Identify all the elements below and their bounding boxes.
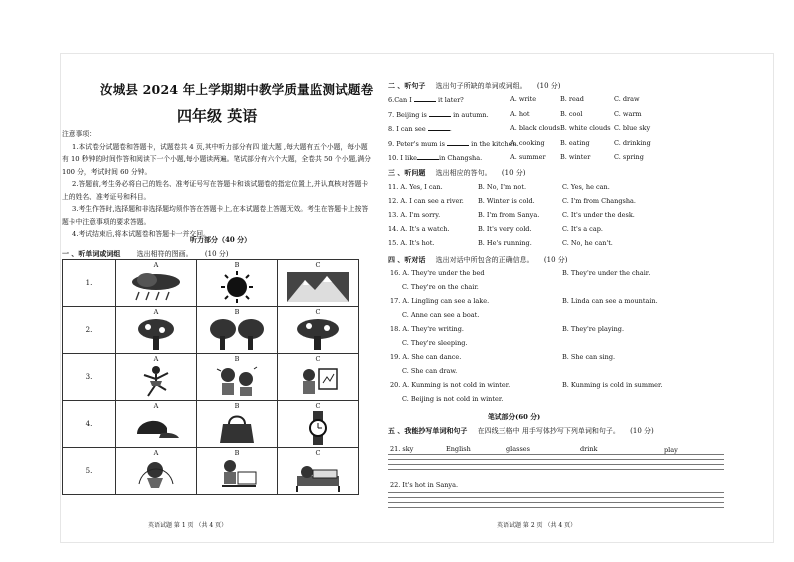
option-b[interactable]: B. winter bbox=[560, 153, 591, 161]
question-row bbox=[388, 95, 464, 104]
row-number: 2. bbox=[63, 307, 116, 354]
child-reading-icon bbox=[212, 458, 262, 492]
answer-blank[interactable] bbox=[417, 153, 439, 160]
option-label: C bbox=[315, 261, 321, 269]
option-c[interactable]: C. They're sleeping. bbox=[402, 339, 468, 347]
option-label: A bbox=[153, 402, 159, 410]
option-a[interactable]: 11. A. Yes, I can. bbox=[388, 183, 443, 191]
option-a[interactable]: 20. A. Kunming is not cold in winter. bbox=[390, 381, 511, 389]
option-c[interactable]: C. blue sky bbox=[614, 124, 651, 132]
picture-cell[interactable] bbox=[116, 401, 197, 448]
child-in-bed-icon bbox=[293, 458, 343, 492]
exam-subtitle: 四年级 英语 bbox=[177, 107, 258, 125]
children-singing-icon bbox=[214, 365, 260, 397]
section1-title: 一 、听单词或词组 bbox=[62, 249, 121, 258]
option-b[interactable]: B. He's running. bbox=[478, 239, 532, 247]
picture-cell[interactable] bbox=[197, 354, 278, 401]
picture-cell[interactable] bbox=[116, 260, 197, 307]
option-b[interactable]: B. It's very cold. bbox=[478, 225, 532, 233]
copy-word: drink bbox=[580, 445, 598, 453]
option-label: C bbox=[315, 402, 321, 410]
answer-blank[interactable] bbox=[428, 124, 450, 131]
table-row bbox=[63, 354, 359, 401]
question-text: 9. Peter's mum is bbox=[388, 140, 445, 148]
table-row bbox=[63, 448, 359, 495]
option-b[interactable]: B. cool bbox=[560, 110, 583, 118]
picture-choice-table bbox=[62, 259, 359, 495]
copy-word: glasses bbox=[506, 445, 530, 453]
notes-block bbox=[62, 128, 372, 241]
handbag-icon bbox=[217, 412, 257, 444]
option-a[interactable]: 13. A. I'm sorry. bbox=[388, 211, 441, 219]
option-label: C bbox=[315, 449, 321, 457]
footer-left: 英语试题 第 1 页 （共 4 页） bbox=[148, 522, 228, 529]
picture-cell[interactable] bbox=[197, 401, 278, 448]
option-label: A bbox=[153, 449, 159, 457]
option-a[interactable]: 18. A. They're writing. bbox=[390, 325, 464, 333]
question-text: 7. Beijing is bbox=[388, 111, 427, 119]
option-b[interactable]: B. No, I'm not. bbox=[478, 183, 527, 191]
watch-icon bbox=[303, 411, 333, 445]
question-text: 6.Can I bbox=[388, 96, 412, 104]
option-label: A bbox=[153, 308, 159, 316]
note-item: 1.本试卷分试题卷和答题卡，试题卷共 4 页,其中听力部分有四 道大题 ,每大题有五个小题，每小题有 10 秒钟的时间作答和阅读下一个小题,每小题读两遍。笔试部分有六个大题，全卷共 50 个小题,满分 100 分，考试时间 60 分钟。 bbox=[62, 142, 371, 176]
section3-title: 三 、听问题 bbox=[388, 168, 426, 177]
option-label: A bbox=[153, 261, 159, 269]
row-number: 4. bbox=[63, 401, 116, 448]
question-row bbox=[388, 139, 519, 148]
question-text: in autumn. bbox=[453, 111, 489, 119]
option-b[interactable]: B. Linda can see a mountain. bbox=[562, 297, 658, 305]
section1-score: (10 分) bbox=[204, 250, 229, 258]
note-item: 4.考试结束后,将本试题卷和答题卡一并交回。 bbox=[72, 230, 210, 238]
option-c[interactable]: C. It's a cap. bbox=[562, 225, 603, 233]
copy-word: 21. sky bbox=[390, 445, 414, 453]
option-a[interactable]: A. cooking bbox=[510, 139, 545, 147]
option-c[interactable]: C. drinking bbox=[614, 139, 651, 147]
question-row bbox=[388, 110, 489, 119]
table-row bbox=[63, 401, 359, 448]
option-c[interactable]: C. Yes, he can. bbox=[562, 183, 610, 191]
option-a[interactable]: A. summer bbox=[510, 153, 546, 161]
cap-icon bbox=[131, 414, 181, 442]
table-row bbox=[63, 307, 359, 354]
option-label: B bbox=[234, 308, 240, 316]
option-b[interactable]: B. They're playing. bbox=[562, 325, 625, 333]
section4-title: 四 、听对话 bbox=[388, 255, 426, 264]
picture-cell[interactable] bbox=[197, 307, 278, 354]
section5-score: (10 分) bbox=[630, 427, 654, 435]
notes-heading: 注意事项： bbox=[62, 130, 96, 138]
option-a[interactable]: 15. A. It's hot. bbox=[388, 239, 435, 247]
option-c[interactable]: C. She can draw. bbox=[402, 367, 458, 375]
section5-header bbox=[388, 426, 654, 436]
mountain-icon bbox=[287, 272, 349, 302]
option-label: B bbox=[234, 261, 240, 269]
section4-instruction: 选出对话中所包含的正确信息。 bbox=[435, 256, 534, 264]
answer-blank[interactable] bbox=[414, 95, 436, 102]
picture-cell[interactable] bbox=[278, 401, 359, 448]
girl-jumping-icon bbox=[133, 458, 179, 492]
question-text: 8. I can see bbox=[388, 125, 426, 133]
section5-title: 五 、我能抄写单词和句子 bbox=[388, 426, 468, 435]
option-a[interactable]: 12. A. I can see a river. bbox=[388, 197, 464, 205]
picture-cell[interactable] bbox=[197, 448, 278, 495]
question-text: in Changsha. bbox=[438, 154, 483, 162]
rain-cloud-icon bbox=[127, 272, 185, 302]
tree-icon bbox=[134, 318, 178, 350]
option-c[interactable]: C. warm bbox=[614, 110, 642, 118]
section2-title: 二 、听句子 bbox=[388, 81, 426, 90]
question-text: . bbox=[449, 125, 452, 133]
option-b[interactable]: B. eating bbox=[560, 139, 590, 147]
picture-cell[interactable] bbox=[116, 307, 197, 354]
option-b[interactable]: B. She can sing. bbox=[562, 353, 616, 361]
four-line-grid[interactable] bbox=[388, 454, 724, 474]
sun-icon bbox=[217, 271, 257, 303]
option-b[interactable]: B. Winter is cold. bbox=[478, 197, 535, 205]
option-c[interactable]: C. draw bbox=[614, 95, 640, 103]
table-row bbox=[63, 260, 359, 307]
option-c[interactable]: C. They're on the chair. bbox=[402, 283, 479, 291]
row-number: 3. bbox=[63, 354, 116, 401]
section3-instruction: 选出相应的答句。 bbox=[435, 169, 492, 177]
row-number: 5. bbox=[63, 448, 116, 495]
option-c[interactable]: C. Anne can see a boat. bbox=[402, 311, 480, 319]
option-a[interactable]: 17. A. Lingling can see a lake. bbox=[390, 297, 490, 305]
option-label: C bbox=[315, 355, 321, 363]
section3-score: (10 分) bbox=[501, 169, 526, 177]
picture-cell[interactable] bbox=[197, 260, 278, 307]
section1-instruction: 选出相符的图画。 bbox=[136, 250, 193, 258]
question-row bbox=[388, 153, 482, 162]
copy-word: play bbox=[664, 446, 678, 454]
option-b[interactable]: B. white clouds bbox=[560, 124, 611, 132]
option-a[interactable]: 19. A. She can dance. bbox=[390, 353, 462, 361]
answer-blank[interactable] bbox=[429, 110, 451, 117]
option-b[interactable]: B. Kunming is cold in summer. bbox=[562, 381, 663, 389]
picture-cell[interactable] bbox=[116, 354, 197, 401]
tree-icon bbox=[293, 318, 343, 350]
section3-header bbox=[388, 168, 526, 178]
option-a[interactable]: 14. A. It's a watch. bbox=[388, 225, 450, 233]
picture-cell[interactable] bbox=[278, 260, 359, 307]
option-b[interactable]: B. They're under the chair. bbox=[562, 269, 651, 277]
section1-header bbox=[62, 249, 229, 259]
section5-instruction: 在四线三格中 用手写体抄写下列单词和句子。 bbox=[477, 427, 620, 435]
note-item: 2.答题前,考生务必将自己的姓名、准考证号写在答题卡和该试题卷的指定位置上,并认真核对答题卡上的姓名、准考证号和科目。 bbox=[62, 180, 369, 201]
row-number: 1. bbox=[63, 260, 116, 307]
question-text: in the kitchen. bbox=[471, 140, 519, 148]
option-c[interactable]: C. It's under the desk. bbox=[562, 211, 635, 219]
option-a[interactable]: A. write bbox=[510, 95, 537, 103]
exam-title: 汝城县 2024 年上学期期中教学质量监测试题卷 bbox=[100, 82, 374, 97]
option-a[interactable]: A. black clouds bbox=[510, 124, 560, 132]
answer-blank[interactable] bbox=[447, 139, 469, 146]
dancer-icon bbox=[136, 365, 176, 397]
option-b[interactable]: B. I'm from Sanya. bbox=[478, 211, 540, 219]
option-c[interactable]: C. I'm from Changsha. bbox=[562, 197, 636, 205]
option-a[interactable]: A. hot bbox=[510, 110, 530, 118]
listening-heading: 听力部分（40 分） bbox=[190, 235, 252, 244]
tree-icon bbox=[207, 318, 267, 350]
child-drawing-icon bbox=[295, 365, 341, 397]
section2-header bbox=[388, 81, 561, 91]
picture-cell[interactable] bbox=[116, 448, 197, 495]
option-label: B bbox=[234, 355, 240, 363]
footer-right: 英语试题 第 2 页 （共 4 页） bbox=[497, 522, 577, 529]
question-text: it later? bbox=[438, 96, 464, 104]
option-b[interactable]: B. read bbox=[560, 95, 584, 103]
question-text: 10. I like bbox=[388, 154, 417, 162]
picture-cell[interactable] bbox=[278, 354, 359, 401]
question-row bbox=[388, 124, 452, 133]
section4-header bbox=[388, 255, 568, 265]
section4-score: (10 分) bbox=[543, 256, 568, 264]
four-line-grid[interactable] bbox=[388, 492, 724, 512]
option-label: B bbox=[234, 402, 240, 410]
note-item: 3.考生作答时,选择题和非选择题均须作答在答题卡上,在本试题卷上答题无效。考生在答题卡上按答题卡中注意事项的要求答题。 bbox=[62, 205, 369, 226]
option-label: A bbox=[153, 355, 159, 363]
picture-cell[interactable] bbox=[278, 448, 359, 495]
option-c[interactable]: C. Beijing is not cold in winter. bbox=[402, 395, 504, 403]
copy-sentence: 22. It's hot in Sanya. bbox=[390, 481, 459, 489]
section2-instruction: 选出句子所缺的单词或词组。 bbox=[435, 82, 527, 90]
option-a[interactable]: 16. A. They're under the bed bbox=[390, 269, 485, 277]
option-c[interactable]: C. No, he can't. bbox=[562, 239, 613, 247]
section2-score: (10 分) bbox=[536, 82, 561, 90]
option-c[interactable]: C. spring bbox=[614, 153, 644, 161]
copy-word: English bbox=[446, 445, 471, 453]
option-label: C bbox=[315, 308, 321, 316]
option-label: B bbox=[234, 449, 240, 457]
written-heading: 笔试部分(60 分) bbox=[488, 413, 541, 421]
picture-cell[interactable] bbox=[278, 307, 359, 354]
